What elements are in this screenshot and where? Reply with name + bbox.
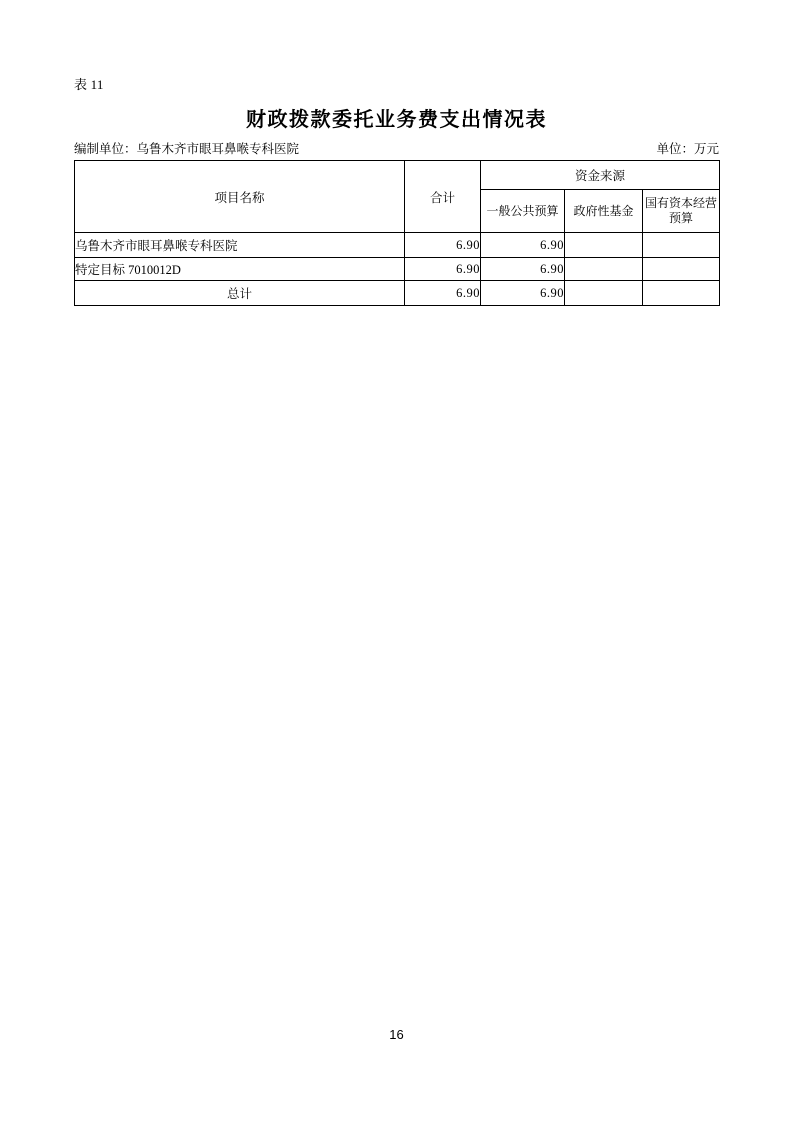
- row-item-name: 总计: [75, 281, 405, 306]
- table-row-total: [75, 281, 720, 306]
- row-general-public-budget: 6.90: [481, 258, 565, 281]
- meta-row: [74, 139, 719, 157]
- row-state-capital-budget: [643, 258, 720, 281]
- unit-label: 单位：万元: [656, 142, 719, 156]
- row-state-capital-budget: [643, 281, 720, 306]
- budget-table: [74, 160, 720, 306]
- header-general-public-budget: 一般公共预算: [481, 190, 565, 233]
- row-government-fund: [565, 258, 643, 281]
- table-header-row-1: [75, 161, 720, 190]
- header-state-capital-budget: 国有资本经营预算: [643, 190, 720, 233]
- row-item-name: 特定目标 7010012D: [75, 258, 405, 281]
- table-row: [75, 258, 720, 281]
- table-row: [75, 233, 720, 258]
- header-government-fund: 政府性基金: [565, 190, 643, 233]
- row-total: 6.90: [405, 233, 481, 258]
- page-title: 财政拨款委托业务费支出情况表: [246, 109, 547, 131]
- prepared-by-label: 编制单位：乌鲁木齐市眼耳鼻喉专科医院: [74, 142, 300, 156]
- row-general-public-budget: 6.90: [481, 233, 565, 258]
- row-government-fund: [565, 233, 643, 258]
- row-item-name: 乌鲁木齐市眼耳鼻喉专科医院: [75, 233, 405, 258]
- row-general-public-budget: 6.90: [481, 281, 565, 306]
- header-total: 合计: [405, 161, 481, 233]
- header-item-name: 项目名称: [75, 161, 405, 233]
- row-government-fund: [565, 281, 643, 306]
- row-total: 6.90: [405, 281, 481, 306]
- table-label: 表 11: [74, 77, 104, 92]
- header-fund-source: 资金来源: [481, 161, 720, 190]
- page-number: 16: [389, 1027, 404, 1042]
- row-total: 6.90: [405, 258, 481, 281]
- row-state-capital-budget: [643, 233, 720, 258]
